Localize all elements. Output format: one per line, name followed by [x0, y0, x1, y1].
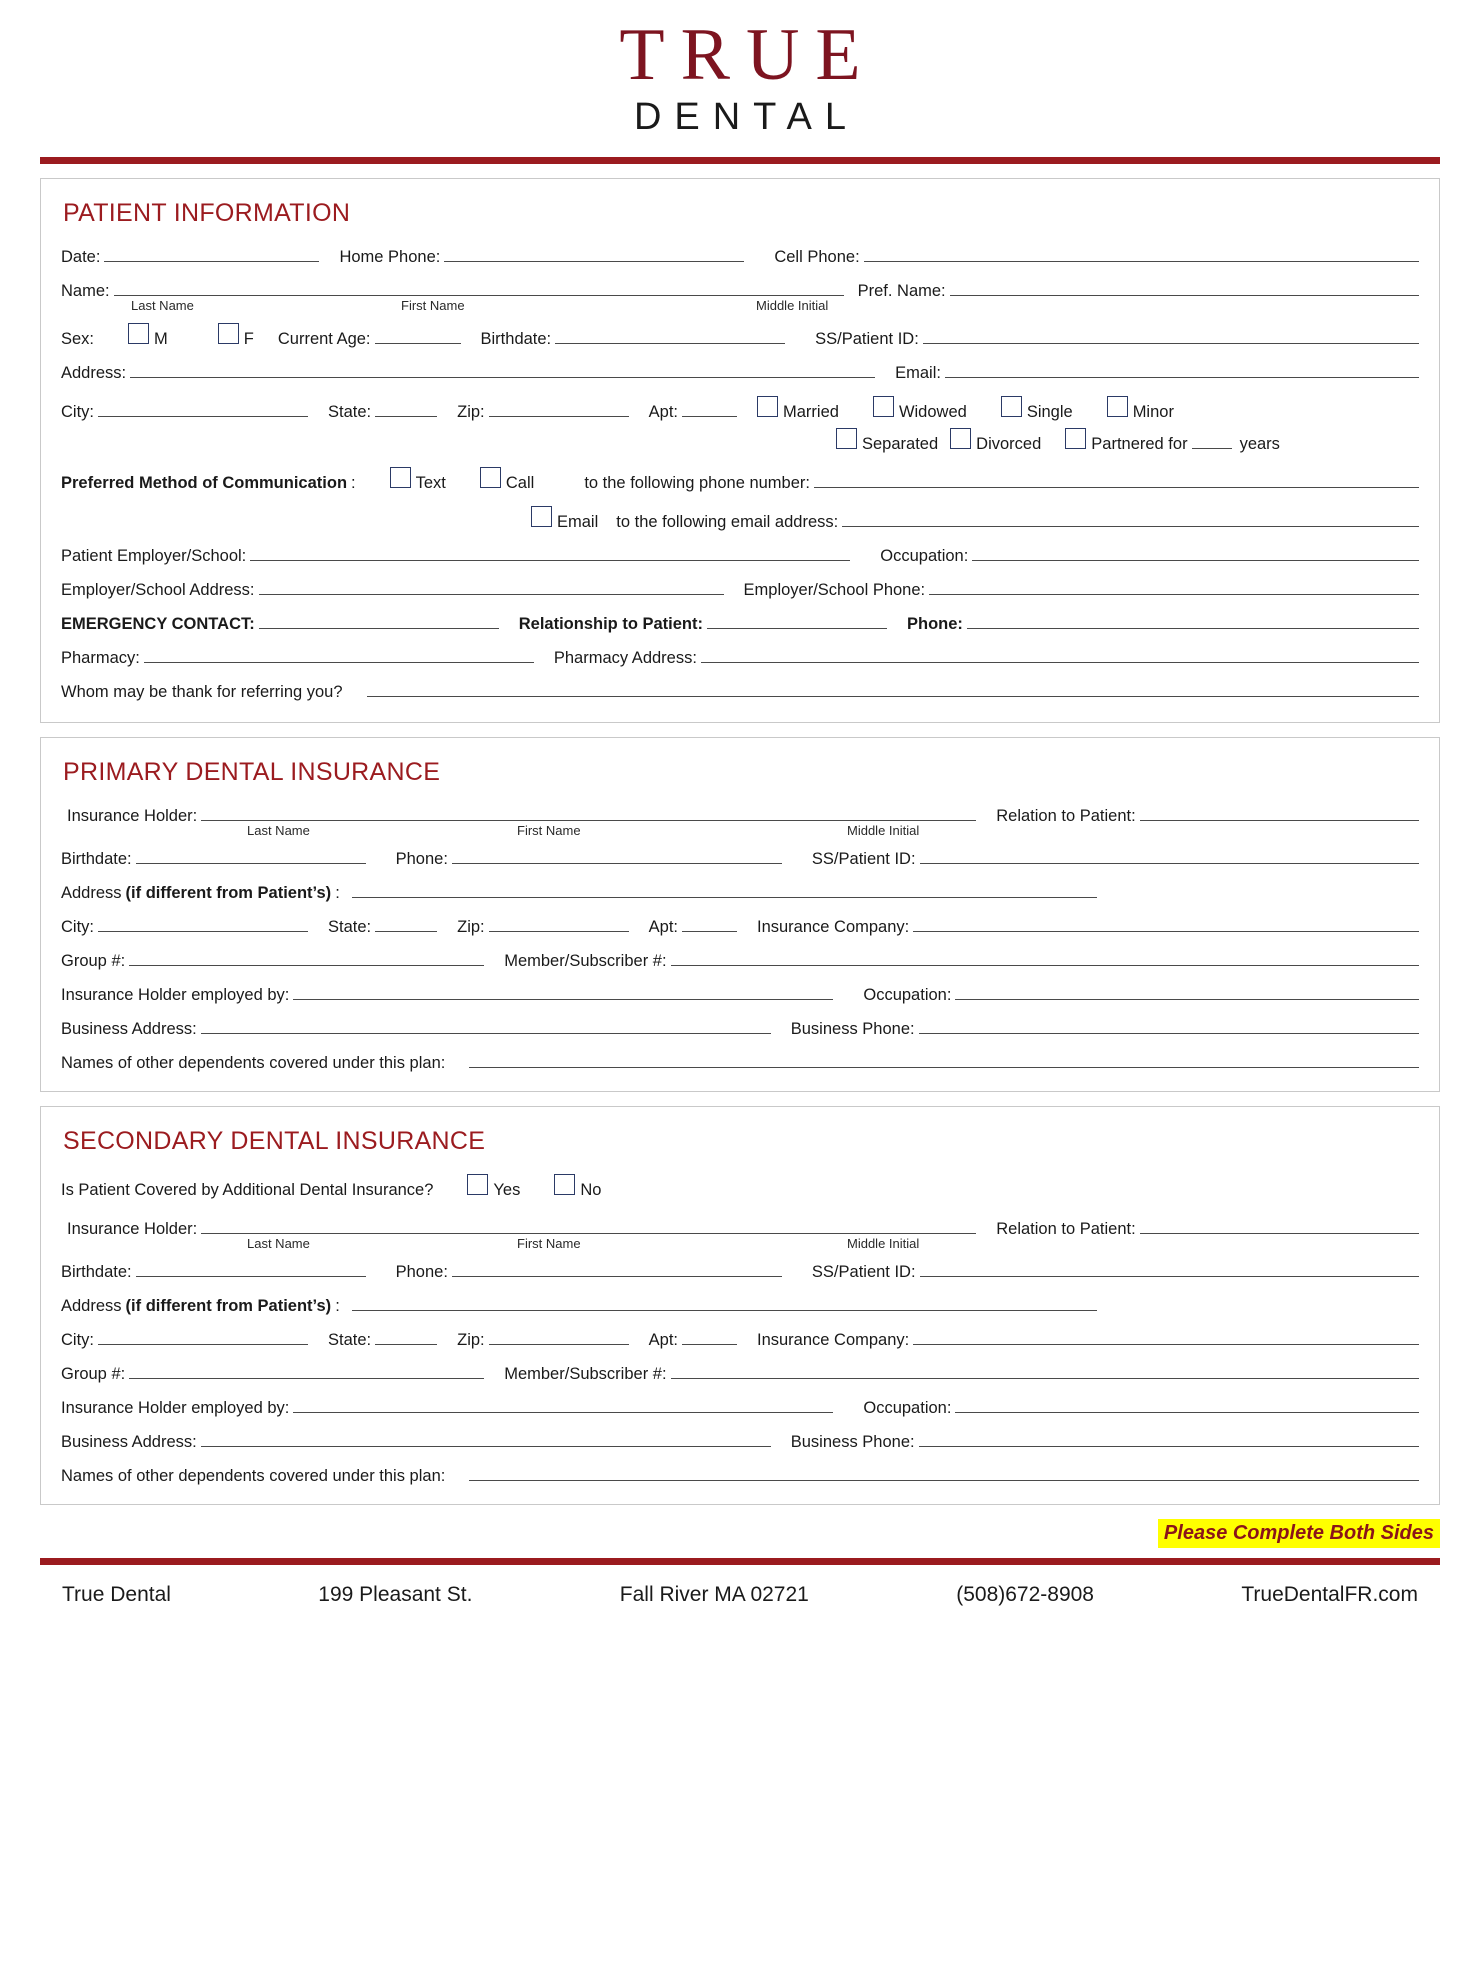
secondary-holder-subcaptions: [67, 1236, 1419, 1251]
patient-employer-input[interactable]: [250, 545, 850, 561]
email-label: Email:: [895, 364, 941, 382]
primary-dependents-label: Names of other dependents covered under this plan:: [61, 1054, 446, 1072]
address-input[interactable]: [130, 362, 875, 378]
secondary-employed-by-input[interactable]: [293, 1397, 833, 1413]
home-phone-input[interactable]: [444, 246, 744, 262]
comm-call-label: Call: [505, 474, 535, 492]
logo: [40, 0, 1440, 139]
primary-caption-last-name: Last Name: [247, 823, 310, 838]
sex-male-checkbox[interactable]: [128, 323, 149, 344]
primary-business-phone-input[interactable]: [919, 1018, 1419, 1034]
footer-website: TrueDentalFR.com: [1241, 1583, 1418, 1606]
row-secondary-group-member: [61, 1363, 1419, 1384]
row-date-phones: [61, 246, 1419, 267]
secondary-phone-input[interactable]: [452, 1261, 782, 1277]
secondary-address-label: Address: [61, 1297, 122, 1315]
emergency-contact-input[interactable]: [259, 613, 499, 629]
primary-caption-first-name: First Name: [517, 823, 581, 838]
comm-text-checkbox[interactable]: [390, 467, 411, 488]
footer-practice-name: True Dental: [62, 1583, 171, 1606]
city-label: City:: [61, 403, 94, 421]
primary-holder-input[interactable]: [201, 805, 976, 821]
secondary-phone-label: Phone:: [395, 1263, 448, 1281]
occupation-input[interactable]: [972, 545, 1419, 561]
footer: [40, 1565, 1440, 1607]
footer-street: 199 Pleasant St.: [318, 1583, 473, 1606]
primary-relation-label: Relation to Patient:: [996, 807, 1136, 825]
secondary-state-label: State:: [328, 1331, 372, 1349]
primary-member-label: Member/Subscriber #:: [504, 952, 667, 970]
secondary-relation-input[interactable]: [1140, 1218, 1419, 1234]
secondary-business-phone-label: Business Phone:: [790, 1433, 915, 1451]
primary-birthdate-input[interactable]: [136, 848, 366, 864]
pharmacy-address-input[interactable]: [701, 647, 1419, 663]
occupation-label: Occupation:: [880, 547, 969, 565]
secondary-section-title: SECONDARY DENTAL INSURANCE: [63, 1127, 486, 1155]
primary-city-input[interactable]: [98, 916, 308, 932]
primary-occupation-input[interactable]: [955, 984, 1419, 1000]
name-input[interactable]: [114, 280, 844, 296]
date-input[interactable]: [104, 246, 319, 262]
complete-both-sides-bar: [40, 1519, 1440, 1548]
secondary-dependents-input[interactable]: [469, 1465, 1419, 1481]
marital-minor-label: Minor: [1132, 403, 1174, 421]
zip-label: Zip:: [457, 403, 485, 421]
secondary-employed-by-label: Insurance Holder employed by:: [61, 1399, 290, 1417]
primary-dependents-input[interactable]: [469, 1052, 1419, 1068]
employer-phone-input[interactable]: [929, 579, 1419, 595]
row-primary-birth-phone-ss: [61, 848, 1419, 869]
address-label: Address:: [61, 364, 127, 382]
marital-minor-checkbox[interactable]: [1107, 396, 1128, 417]
secondary-zip-label: Zip:: [457, 1331, 485, 1349]
caption-last-name: Last Name: [131, 298, 194, 313]
secondary-business-address-label: Business Address:: [61, 1433, 197, 1451]
marital-separated-label: Separated: [862, 435, 939, 453]
primary-business-address-label: Business Address:: [61, 1020, 197, 1038]
marital-single-label: Single: [1026, 403, 1073, 421]
secondary-caption-first-name: First Name: [517, 1236, 581, 1251]
apt-label: Apt:: [648, 403, 678, 421]
emergency-phone-input[interactable]: [967, 613, 1419, 629]
comm-email-checkbox[interactable]: [531, 506, 552, 527]
secondary-address-colon: :: [335, 1297, 340, 1315]
primary-birthdate-label: Birthdate:: [61, 850, 132, 868]
employer-phone-label: Employer/School Phone:: [743, 581, 926, 599]
marital-divorced-checkbox[interactable]: [950, 428, 971, 449]
caption-middle-initial: Middle Initial: [756, 298, 829, 313]
sex-female-label: F: [243, 330, 254, 348]
primary-state-label: State:: [328, 918, 372, 936]
comm-phone-input[interactable]: [814, 472, 1419, 488]
sex-male-label: M: [154, 330, 168, 348]
secondary-no-label: No: [580, 1181, 602, 1199]
secondary-occupation-input[interactable]: [955, 1397, 1419, 1413]
row-emergency-contact: [61, 613, 1419, 634]
row-city-state-zip-marital: [61, 396, 1419, 422]
apt-input[interactable]: [682, 401, 737, 417]
row-preferred-communication: [61, 467, 1419, 493]
marital-married-label: Married: [783, 403, 839, 421]
row-secondary-address: [61, 1295, 1419, 1316]
secondary-dependents-label: Names of other dependents covered under this plan:: [61, 1467, 446, 1485]
complete-both-sides-notice: Please Complete Both Sides: [1158, 1519, 1440, 1548]
pharmacy-input[interactable]: [144, 647, 534, 663]
row-communication-email: [531, 506, 1419, 532]
primary-phone-label: Phone:: [395, 850, 448, 868]
comm-text-label: Text: [415, 474, 446, 492]
secondary-address-input[interactable]: [352, 1295, 1097, 1311]
secondary-holder-input[interactable]: [201, 1218, 976, 1234]
secondary-group-input[interactable]: [129, 1363, 484, 1379]
secondary-state-input[interactable]: [375, 1329, 437, 1345]
secondary-birthdate-label: Birthdate:: [61, 1263, 132, 1281]
row-secondary-employed-occupation: [61, 1397, 1419, 1418]
secondary-member-label: Member/Subscriber #:: [504, 1365, 667, 1383]
row-marital-second: [836, 428, 1419, 454]
emergency-contact-label: EMERGENCY CONTACT:: [61, 615, 255, 633]
primary-apt-label: Apt:: [648, 918, 678, 936]
name-label: Name:: [61, 282, 110, 300]
preferred-communication-colon: :: [351, 474, 356, 492]
secondary-group-label: Group #:: [61, 1365, 126, 1383]
primary-phone-input[interactable]: [452, 848, 782, 864]
employer-address-input[interactable]: [259, 579, 724, 595]
row-sex-age-birth-ss: [61, 323, 1419, 349]
row-secondary-business: [61, 1431, 1419, 1452]
secondary-city-label: City:: [61, 1331, 94, 1349]
pref-name-label: Pref. Name:: [857, 282, 946, 300]
ss-patient-id-input[interactable]: [923, 328, 1419, 344]
date-label: Date:: [61, 248, 101, 266]
comm-call-checkbox[interactable]: [480, 467, 501, 488]
relationship-input[interactable]: [707, 613, 887, 629]
patient-employer-label: Patient Employer/School:: [61, 547, 247, 565]
bottom-divider: [40, 1558, 1440, 1565]
ss-patient-id-label: SS/Patient ID:: [815, 330, 919, 348]
row-secondary-birth-phone-ss: [61, 1261, 1419, 1282]
primary-address-input[interactable]: [352, 882, 1097, 898]
primary-ss-input[interactable]: [920, 848, 1419, 864]
secondary-business-phone-input[interactable]: [919, 1431, 1419, 1447]
secondary-apt-input[interactable]: [682, 1329, 737, 1345]
primary-business-phone-label: Business Phone:: [790, 1020, 915, 1038]
logo-subtitle: DENTAL: [633, 96, 860, 138]
row-primary-dependents: [61, 1052, 1419, 1073]
secondary-ss-label: SS/Patient ID:: [811, 1263, 916, 1281]
footer-city: Fall River MA 02721: [619, 1583, 809, 1606]
secondary-city-input[interactable]: [98, 1329, 308, 1345]
row-pharmacy: [61, 647, 1419, 668]
home-phone-label: Home Phone:: [339, 248, 441, 266]
primary-occupation-label: Occupation:: [863, 986, 952, 1004]
birthdate-label: Birthdate:: [480, 330, 552, 348]
primary-address-colon: :: [335, 884, 340, 902]
secondary-ss-input[interactable]: [920, 1261, 1419, 1277]
primary-address-label: Address: [61, 884, 122, 902]
marital-widowed-checkbox[interactable]: [873, 396, 894, 417]
city-input[interactable]: [98, 401, 308, 417]
comm-email-label: Email: [557, 513, 599, 531]
name-subcaptions: [61, 298, 1419, 313]
secondary-yes-checkbox[interactable]: [467, 1174, 488, 1195]
logo-title: TRUE: [619, 14, 877, 96]
referral-input[interactable]: [367, 681, 1419, 697]
state-label: State:: [328, 403, 372, 421]
secondary-caption-last-name: Last Name: [247, 1236, 310, 1251]
zip-input[interactable]: [489, 401, 629, 417]
marital-divorced-label: Divorced: [976, 435, 1042, 453]
primary-business-address-input[interactable]: [201, 1018, 771, 1034]
row-secondary-covered: [61, 1174, 1419, 1200]
current-age-input[interactable]: [375, 328, 461, 344]
secondary-birthdate-input[interactable]: [136, 1261, 366, 1277]
secondary-holder-label: Insurance Holder:: [67, 1220, 198, 1238]
section-secondary-insurance: [40, 1106, 1440, 1505]
primary-apt-input[interactable]: [682, 916, 737, 932]
pharmacy-label: Pharmacy:: [61, 649, 140, 667]
marital-separated-checkbox[interactable]: [836, 428, 857, 449]
cell-phone-label: Cell Phone:: [774, 248, 860, 266]
state-input[interactable]: [375, 401, 437, 417]
row-primary-group-member: [61, 950, 1419, 971]
row-primary-employed-occupation: [61, 984, 1419, 1005]
employer-address-label: Employer/School Address:: [61, 581, 255, 599]
emergency-phone-label: Phone:: [907, 615, 963, 633]
primary-zip-input[interactable]: [489, 916, 629, 932]
section-primary-insurance: [40, 737, 1440, 1092]
row-primary-city-state-zip: [61, 916, 1419, 937]
partnered-years-input[interactable]: [1192, 433, 1232, 449]
secondary-apt-label: Apt:: [648, 1331, 678, 1349]
pref-name-input[interactable]: [950, 280, 1419, 296]
primary-member-input[interactable]: [671, 950, 1419, 966]
marital-married-checkbox[interactable]: [757, 396, 778, 417]
marital-partnered-checkbox[interactable]: [1065, 428, 1086, 449]
primary-caption-middle-initial: Middle Initial: [847, 823, 920, 838]
email-input[interactable]: [945, 362, 1419, 378]
row-address-email: [61, 362, 1419, 383]
caption-first-name: First Name: [401, 298, 465, 313]
row-referral: [61, 681, 1419, 702]
marital-widowed-label: Widowed: [898, 403, 967, 421]
secondary-yes-label: Yes: [493, 1181, 521, 1199]
comm-email-tail-label: to the following email address:: [616, 513, 839, 531]
primary-state-input[interactable]: [375, 916, 437, 932]
primary-employed-by-label: Insurance Holder employed by:: [61, 986, 290, 1004]
comm-email-input[interactable]: [842, 511, 1419, 527]
primary-group-label: Group #:: [61, 952, 126, 970]
row-secondary-dependents: [61, 1465, 1419, 1486]
referral-label: Whom may be thank for referring you?: [61, 683, 343, 701]
primary-section-title: PRIMARY DENTAL INSURANCE: [63, 758, 441, 786]
sex-female-checkbox[interactable]: [218, 323, 239, 344]
primary-group-input[interactable]: [129, 950, 484, 966]
preferred-communication-label: Preferred Method of Communication: [61, 474, 348, 492]
primary-insurance-company-label: Insurance Company:: [757, 918, 910, 936]
patient-section-title: PATIENT INFORMATION: [63, 199, 351, 227]
row-primary-business: [61, 1018, 1419, 1039]
cell-phone-input[interactable]: [864, 246, 1419, 262]
pharmacy-address-label: Pharmacy Address:: [553, 649, 697, 667]
primary-city-label: City:: [61, 918, 94, 936]
row-primary-address: [61, 882, 1419, 903]
marital-partnered-label: Partnered for: [1091, 435, 1188, 453]
secondary-insurance-company-label: Insurance Company:: [757, 1331, 910, 1349]
comm-phone-tail-label: to the following phone number:: [584, 474, 810, 492]
primary-relation-input[interactable]: [1140, 805, 1419, 821]
primary-employed-by-input[interactable]: [293, 984, 833, 1000]
secondary-occupation-label: Occupation:: [863, 1399, 952, 1417]
secondary-member-input[interactable]: [671, 1363, 1419, 1379]
primary-insurance-company-input[interactable]: [913, 916, 1419, 932]
row-employer-address-phone: [61, 579, 1419, 600]
section-patient-information: [40, 178, 1440, 723]
primary-zip-label: Zip:: [457, 918, 485, 936]
row-secondary-city-state-zip: [61, 1329, 1419, 1350]
secondary-zip-input[interactable]: [489, 1329, 629, 1345]
secondary-insurance-company-input[interactable]: [913, 1329, 1419, 1345]
relationship-label: Relationship to Patient:: [518, 615, 703, 633]
footer-phone: (508)672-8908: [956, 1583, 1094, 1606]
secondary-caption-middle-initial: Middle Initial: [847, 1236, 920, 1251]
primary-ss-label: SS/Patient ID:: [811, 850, 916, 868]
secondary-relation-label: Relation to Patient:: [996, 1220, 1136, 1238]
sex-label: Sex:: [61, 330, 95, 348]
birthdate-input[interactable]: [555, 328, 785, 344]
secondary-no-checkbox[interactable]: [554, 1174, 575, 1195]
primary-holder-subcaptions: [67, 823, 1419, 838]
top-divider: [40, 157, 1440, 164]
partnered-years-label: years: [1239, 435, 1280, 453]
row-employer-occupation: [61, 545, 1419, 566]
primary-address-note: (if different from Patient’s): [125, 884, 332, 902]
secondary-address-note: (if different from Patient’s): [125, 1297, 332, 1315]
marital-single-checkbox[interactable]: [1001, 396, 1022, 417]
secondary-covered-question: Is Patient Covered by Additional Dental Insurance?: [61, 1181, 434, 1199]
primary-holder-label: Insurance Holder:: [67, 807, 198, 825]
secondary-business-address-input[interactable]: [201, 1431, 771, 1447]
current-age-label: Current Age:: [277, 330, 371, 348]
